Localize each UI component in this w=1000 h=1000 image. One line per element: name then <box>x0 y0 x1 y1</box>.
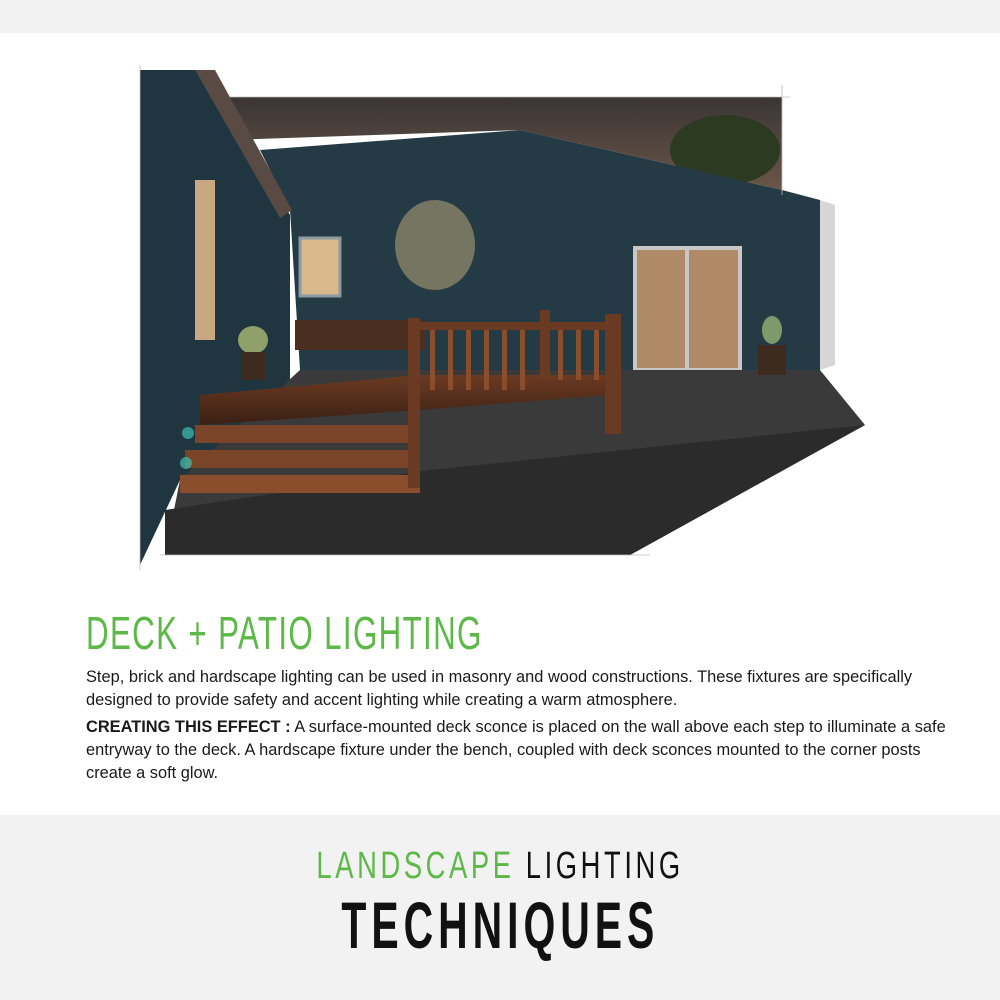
cactus-pot-right <box>762 316 782 344</box>
footer-landscape: LANDSCAPE <box>316 845 515 887</box>
deck-patio-illustration <box>130 65 875 575</box>
footer-line-1 <box>0 845 1000 888</box>
planter <box>295 320 425 350</box>
right-side-wall <box>820 200 835 370</box>
effect-text: A surface-mounted deck sconce is placed on the wall above each step to illuminate a safe entryway to the deck. A hardscape fixture under the bench, coupled with deck sconces mounted to the corner posts create a soft glow. <box>86 718 946 782</box>
window-back <box>300 238 340 296</box>
effect-paragraph <box>86 716 946 785</box>
footer-line-2 <box>0 887 1000 963</box>
sconce-glow <box>180 457 192 469</box>
intro-paragraph: Step, brick and hardscape lighting can be used in masonry and wood constructions. These fixtures are specifically designed to provide safety and accent lighting while creating a warm atmosphere. <box>86 668 913 709</box>
sconce-glow <box>182 427 194 439</box>
footer-techniques: TECHNIQUES <box>341 888 659 962</box>
cactus-pot-left <box>238 326 268 354</box>
footer-lighting: LIGHTING <box>525 845 684 887</box>
step-2 <box>185 450 420 468</box>
step-1 <box>195 425 420 443</box>
top-band <box>0 0 1000 33</box>
palm-plant <box>395 200 475 290</box>
effect-label: CREATING THIS EFFECT : <box>86 718 291 736</box>
footer-band <box>0 815 1000 1000</box>
section-title: DECK + PATIO LIGHTING <box>86 607 483 659</box>
step-3 <box>180 475 420 493</box>
window-left <box>195 180 215 340</box>
section-body <box>86 666 946 789</box>
